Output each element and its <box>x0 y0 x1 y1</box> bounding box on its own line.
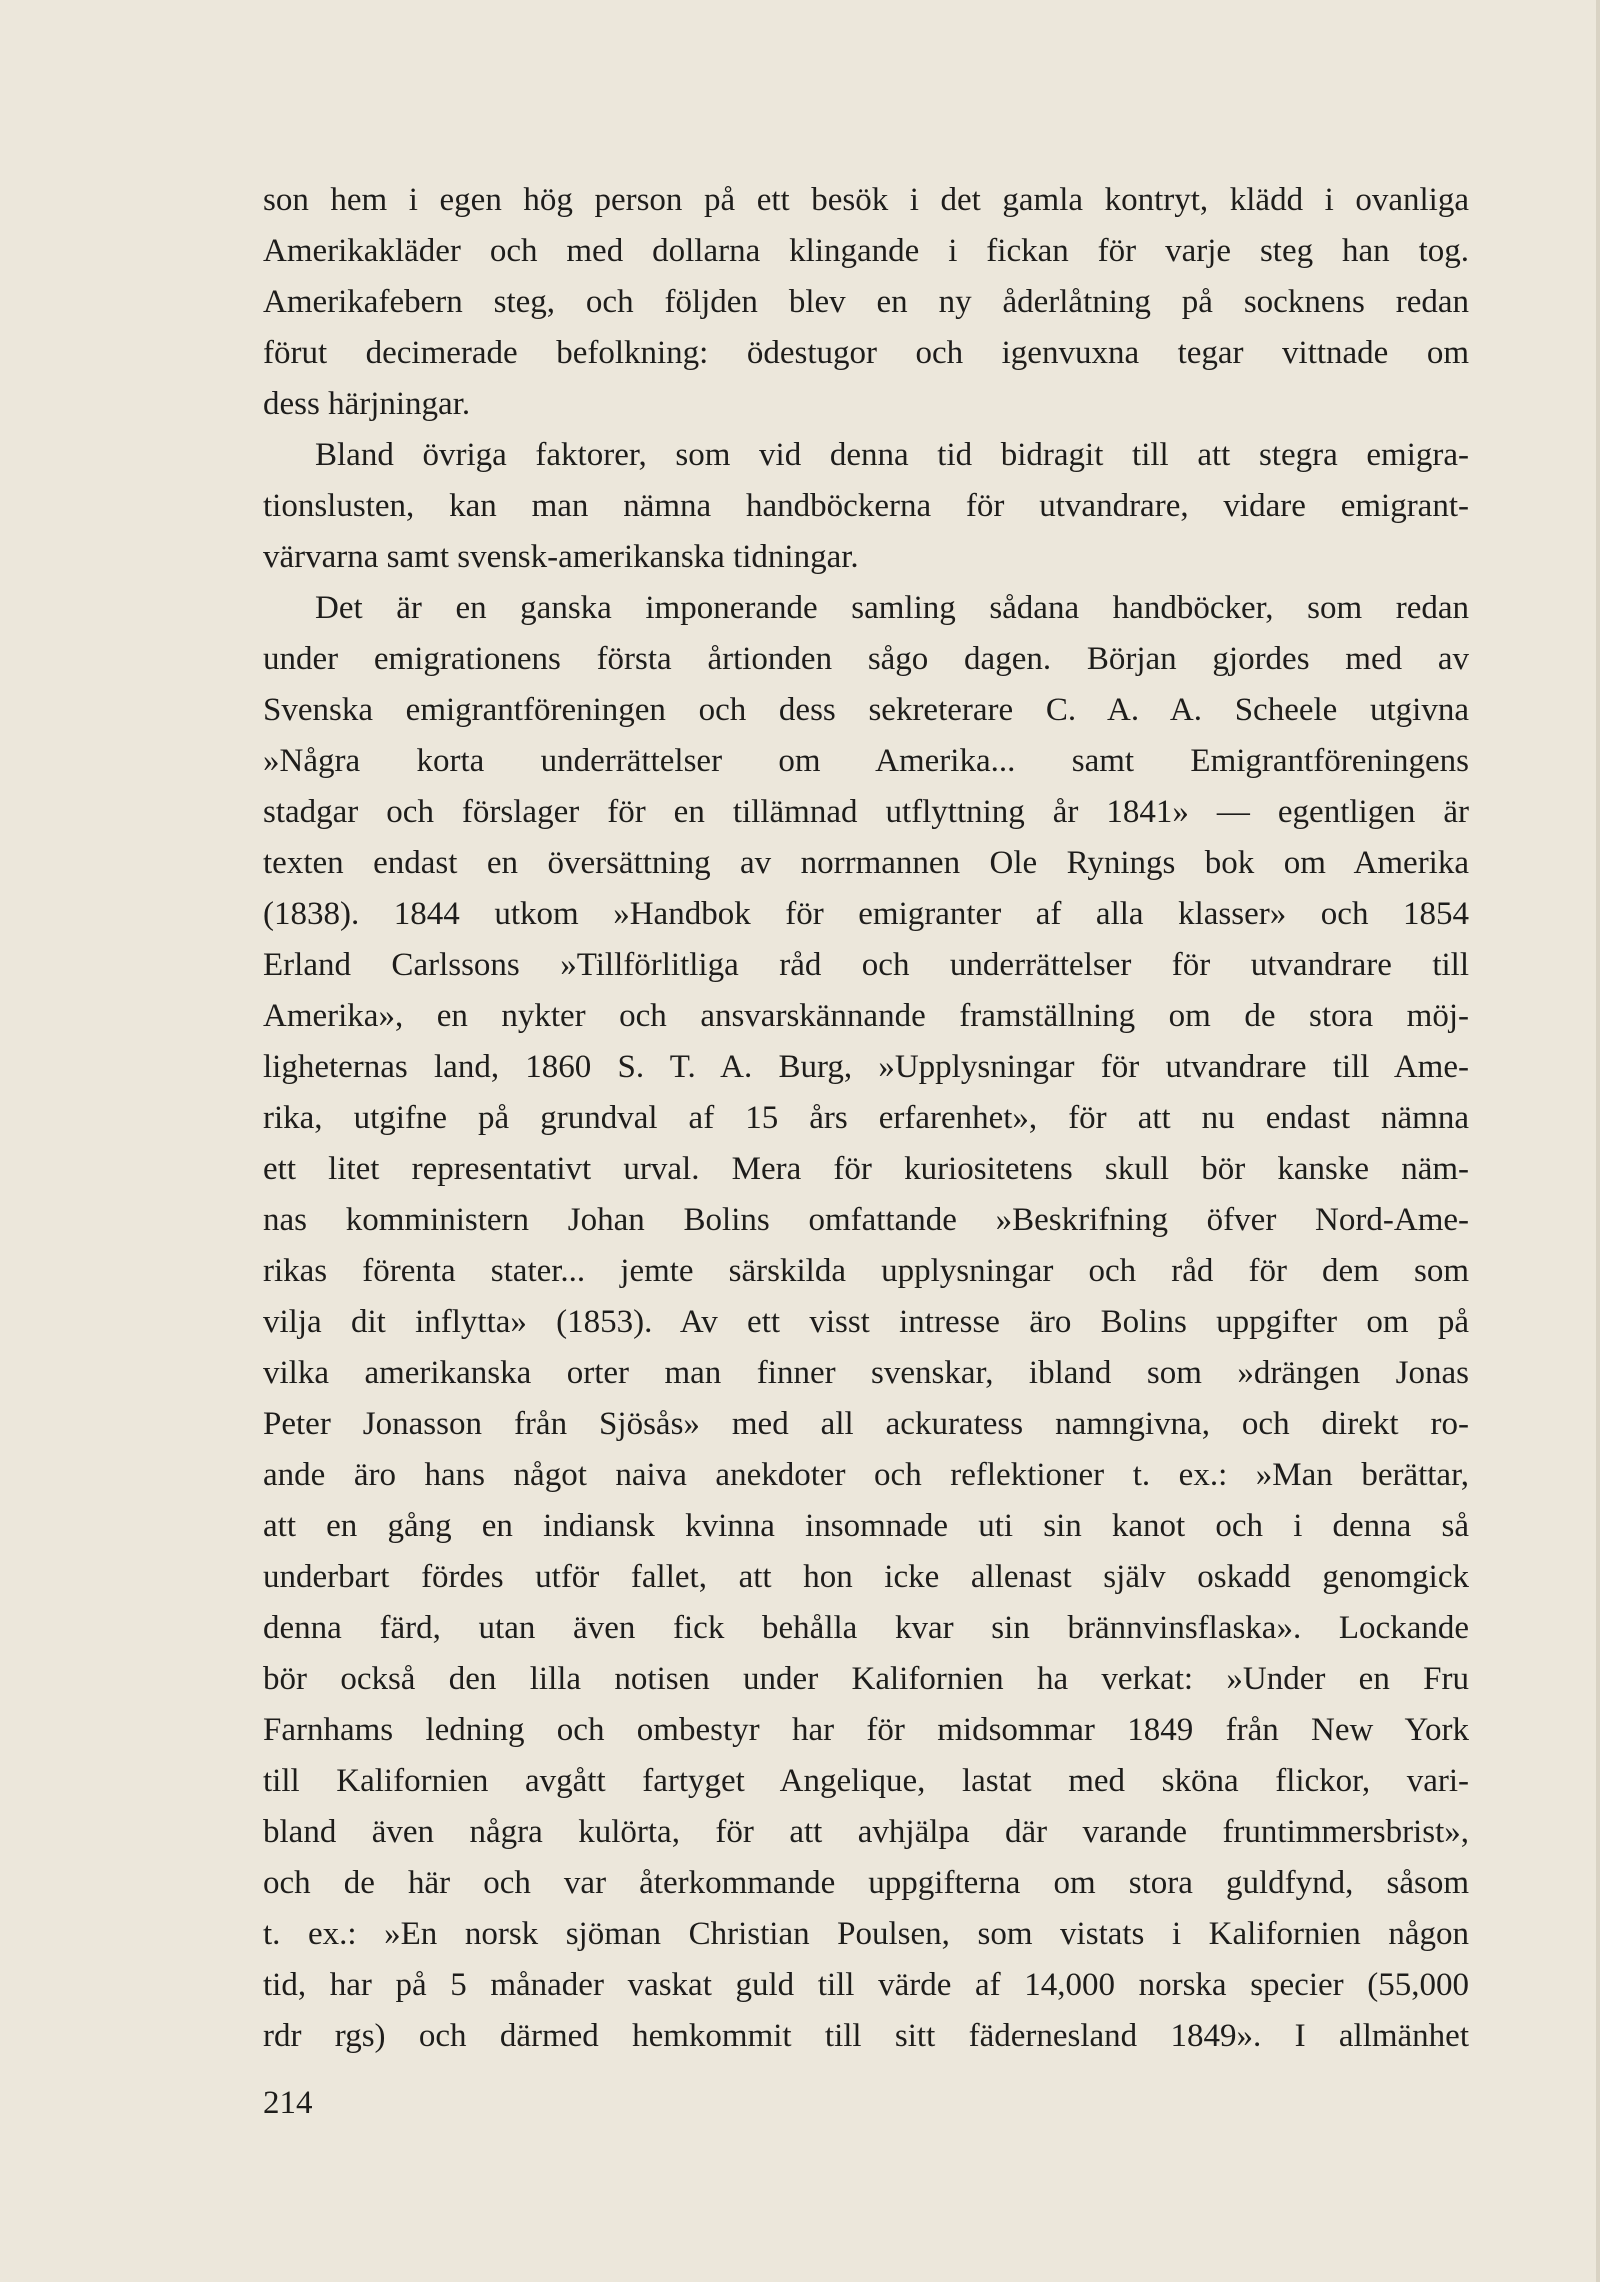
text-line: Svenska emigrantföreningen och dess sekreterare C. A. A. Scheele utgivna <box>263 692 1469 728</box>
text-line: tid, har på 5 månader vaskat guld till värde af 14,000 norska specier (55,000 <box>263 1967 1469 2003</box>
text-line: (1838). 1844 utkom »Handbok för emigranter af alla klasser» och 1854 <box>263 896 1469 932</box>
text-line: till Kalifornien avgått fartyget Angelique, lastat med sköna flickor, vari- <box>263 1763 1469 1799</box>
text-line: nas komministern Johan Bolins omfattande »Beskrifning öfver Nord-Ame- <box>263 1202 1469 1238</box>
text-line: underbart fördes utför fallet, att hon icke allenast själv oskadd genomgick <box>263 1559 1469 1595</box>
text-line: Farnhams ledning och ombestyr har för midsommar 1849 från New York <box>263 1712 1469 1748</box>
text-line: vilka amerikanska orter man finner svenskar, ibland som »drängen Jonas <box>263 1355 1469 1391</box>
text-line: t. ex.: »En norsk sjöman Christian Poulsen, som vistats i Kalifornien någon <box>263 1916 1469 1952</box>
text-line: värvarna samt svensk-amerikanska tidningar. <box>263 539 859 575</box>
text-line: vilja dit inflytta» (1853). Av ett visst intresse äro Bolins uppgifter om på <box>263 1304 1469 1340</box>
text-line: stadgar och förslager för en tillämnad utflyttning år 1841» — egentligen är <box>263 794 1469 830</box>
text-line: bör också den lilla notisen under Kalifornien ha verkat: »Under en Fru <box>263 1661 1469 1697</box>
text-line: Amerikafebern steg, och följden blev en ny åderlåtning på socknens redan <box>263 284 1469 320</box>
text-line: »Några korta underrättelser om Amerika... samt Emigrantföreningens <box>263 743 1469 779</box>
page-number: 214 <box>263 2085 313 2121</box>
text-line: ligheternas land, 1860 S. T. A. Burg, »Upplysningar för utvandrare till Ame- <box>263 1049 1469 1085</box>
text-line: rikas förenta stater... jemte särskilda upplysningar och råd för dem som <box>263 1253 1469 1289</box>
text-line: son hem i egen hög person på ett besök i det gamla kontryt, klädd i ovanliga <box>263 182 1469 218</box>
text-line: denna färd, utan även fick behålla kvar sin brännvinsflaska». Lockande <box>263 1610 1469 1646</box>
text-line: förut decimerade befolkning: ödestugor och igenvuxna tegar vittnade om <box>263 335 1469 371</box>
text-line: Amerika», en nykter och ansvarskännande framställning om de stora möj- <box>263 998 1469 1034</box>
text-line: bland även några kulörta, för att avhjälpa där varande fruntimmersbrist», <box>263 1814 1469 1850</box>
text-line: Bland övriga faktorer, som vid denna tid bidragit till att stegra emigra- <box>315 437 1469 473</box>
text-line: texten endast en översättning av norrmannen Ole Rynings bok om Amerika <box>263 845 1469 881</box>
text-line: tionslusten, kan man nämna handböckerna för utvandrare, vidare emigrant- <box>263 488 1469 524</box>
text-line: att en gång en indiansk kvinna insomnade uti sin kanot och i denna så <box>263 1508 1469 1544</box>
text-line: Peter Jonasson från Sjösås» med all ackuratess namngivna, och direkt ro- <box>263 1406 1469 1442</box>
text-line: ett litet representativt urval. Mera för kuriositetens skull bör kanske näm- <box>263 1151 1469 1187</box>
text-line: rika, utgifne på grundval af 15 års erfarenhet», för att nu endast nämna <box>263 1100 1469 1136</box>
page-edge <box>1596 0 1600 2282</box>
text-line: och de här och var återkommande uppgifterna om stora guldfynd, såsom <box>263 1865 1469 1901</box>
text-line: under emigrationens första årtionden sågo dagen. Början gjordes med av <box>263 641 1469 677</box>
text-line: rdr rgs) och därmed hemkommit till sitt fädernesland 1849». I allmänhet <box>263 2018 1469 2054</box>
text-line: Amerikakläder och med dollarna klingande i fickan för varje steg han tog. <box>263 233 1469 269</box>
text-line: dess härjningar. <box>263 386 471 422</box>
text-line: Erland Carlssons »Tillförlitliga råd och underrättelser för utvandrare till <box>263 947 1469 983</box>
text-line: ande äro hans något naiva anekdoter och reflektioner t. ex.: »Man berättar, <box>263 1457 1469 1493</box>
text-line: Det är en ganska imponerande samling sådana handböcker, som redan <box>315 590 1469 626</box>
body-text <box>263 175 1469 2062</box>
